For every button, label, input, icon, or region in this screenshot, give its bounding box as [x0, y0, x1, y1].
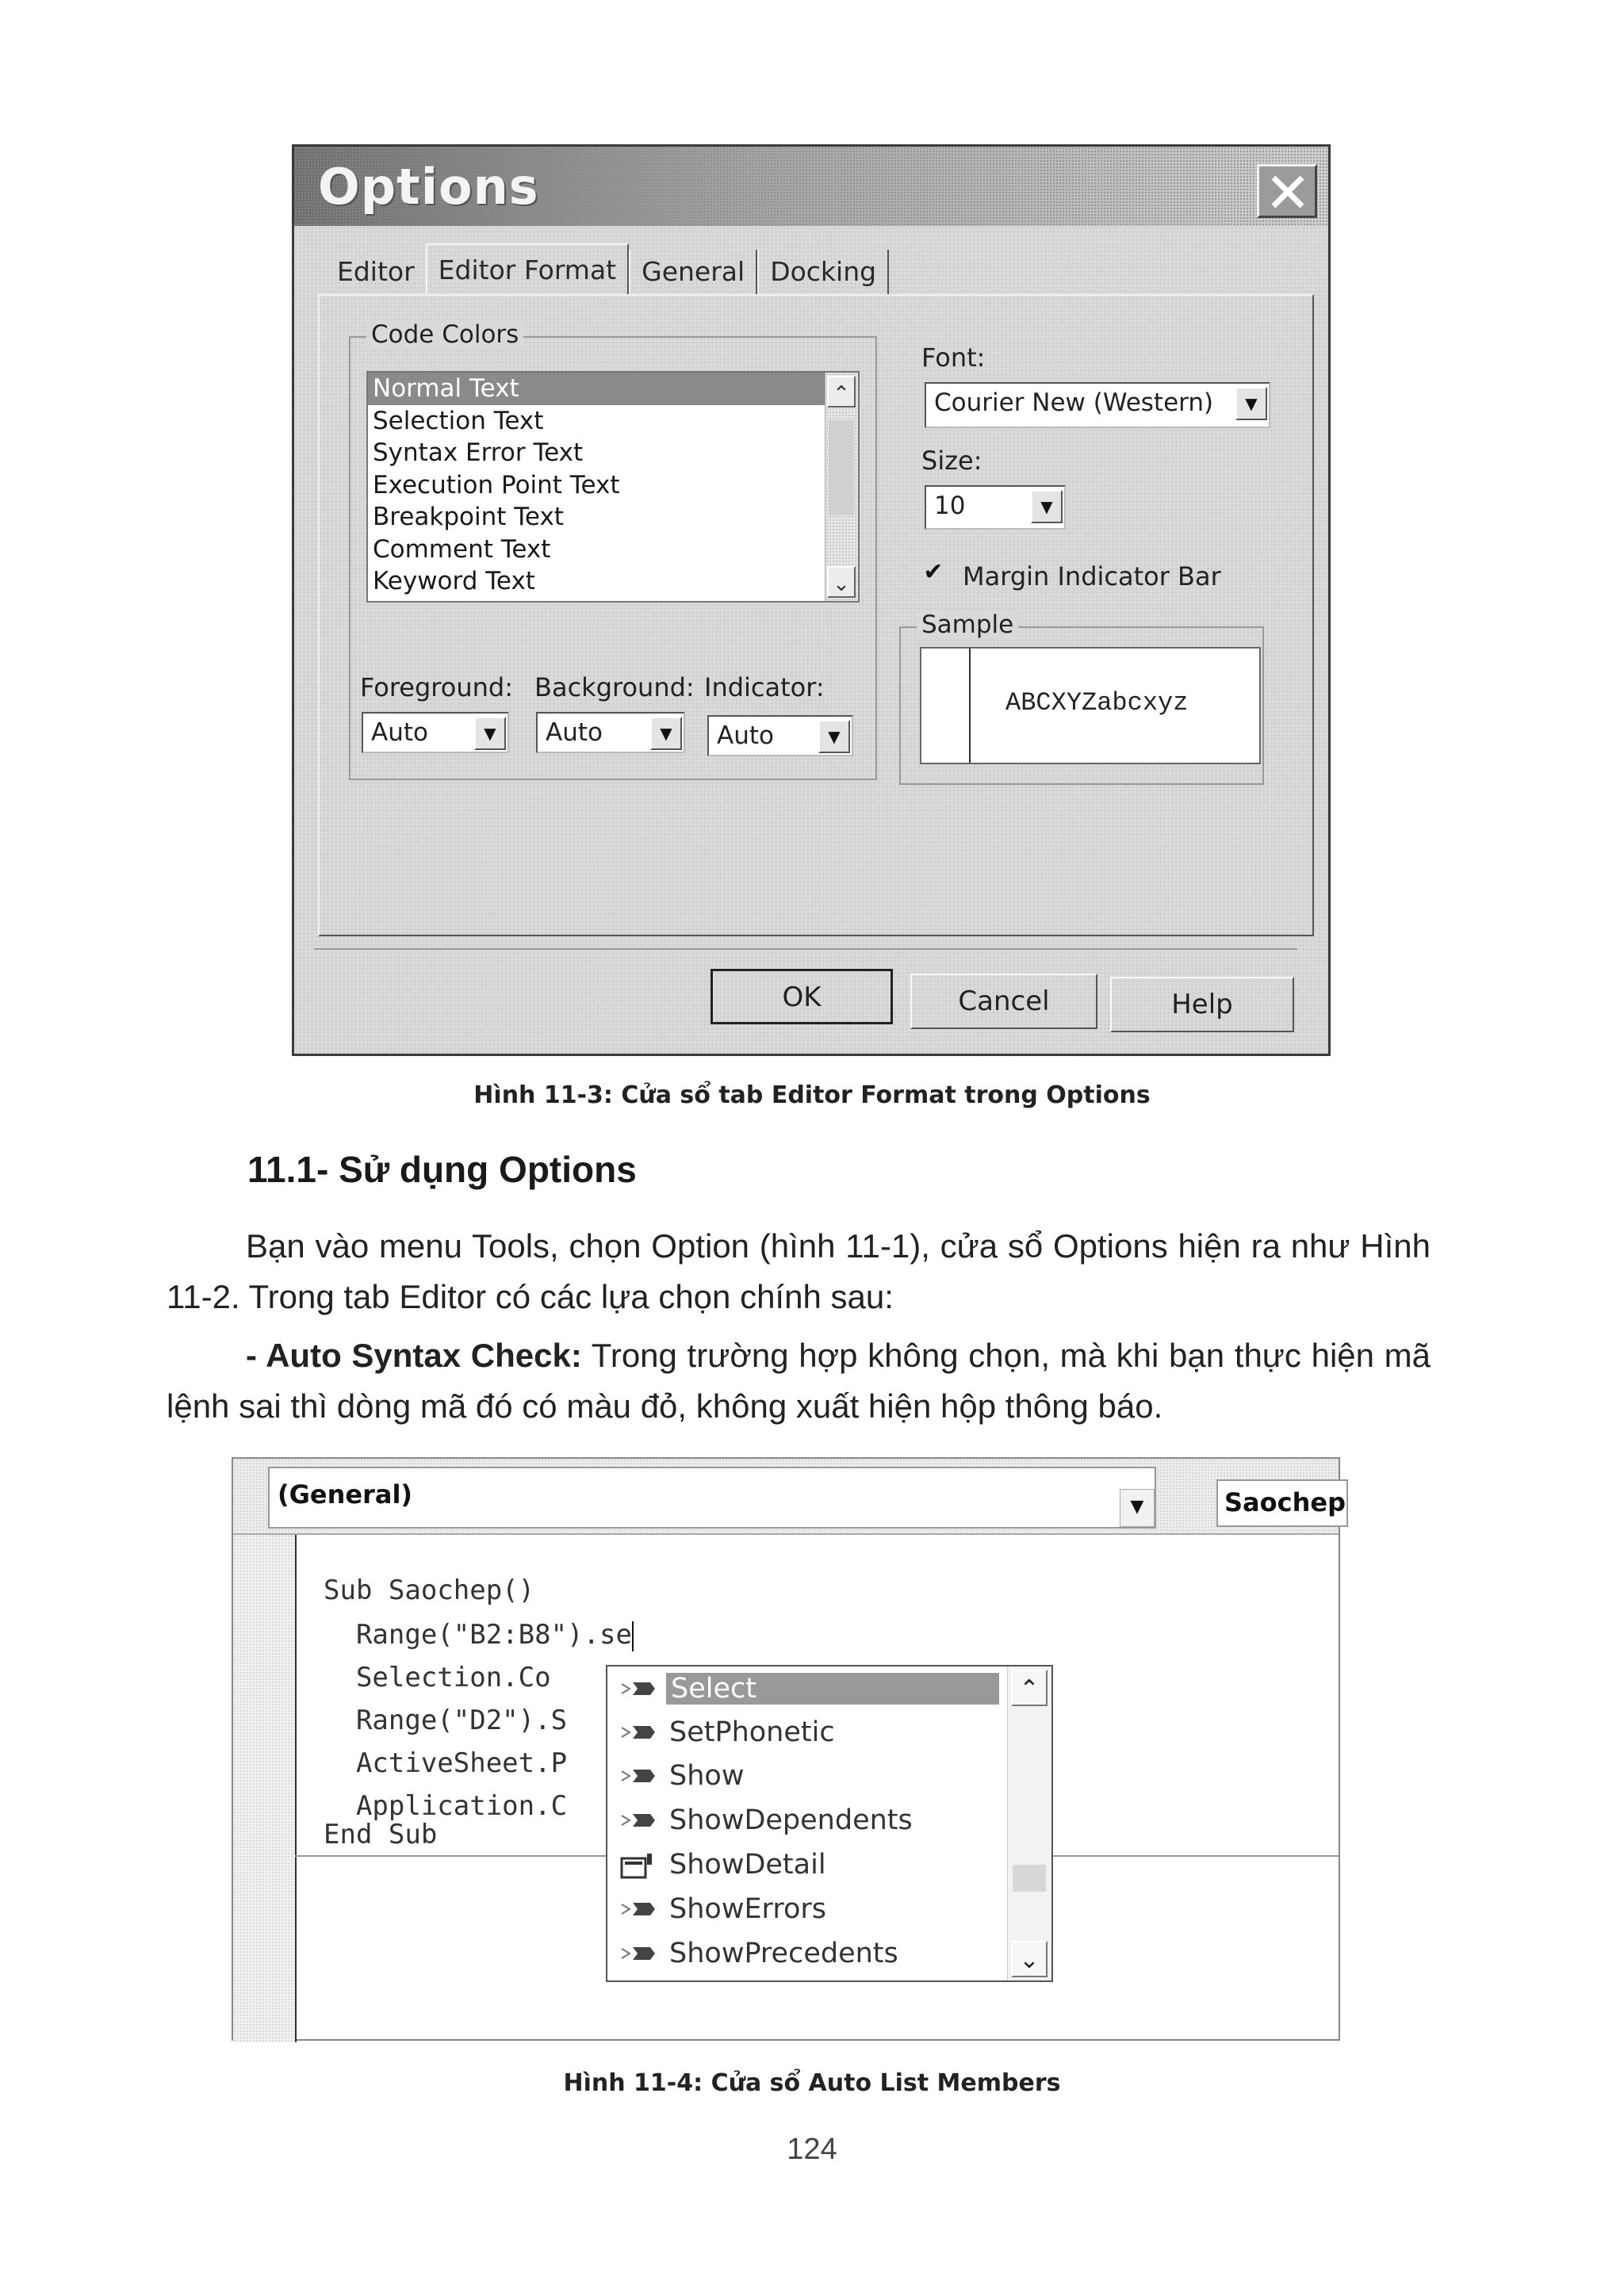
list-item[interactable]: Execution Point Text [373, 470, 620, 499]
list-item[interactable] [607, 1710, 1004, 1753]
list-item[interactable]: Comment Text [373, 534, 551, 564]
scroll-down-icon[interactable]: ⌄ [1011, 1941, 1048, 1977]
list-item[interactable] [607, 1887, 1004, 1930]
text-caret [632, 1621, 634, 1651]
method-icon [619, 1720, 657, 1745]
sample-label: Sample [917, 610, 1018, 639]
list-item[interactable] [607, 1843, 1004, 1885]
scroll-up-icon[interactable]: ⌃ [1011, 1670, 1048, 1706]
method-icon [619, 1763, 657, 1789]
margin-indicator-bar [969, 649, 971, 763]
scroll-up-icon[interactable]: ⌃ [827, 376, 856, 408]
title-bar[interactable] [294, 147, 1328, 226]
code-colors-label: Code Colors [366, 320, 523, 349]
ok-button[interactable]: OK [710, 969, 893, 1024]
code-line[interactable]: Range("D2").S [324, 1705, 568, 1736]
close-icon [1267, 173, 1308, 211]
member-name: ShowErrors [669, 1893, 826, 1925]
chevron-down-icon[interactable]: ▼ [1031, 490, 1063, 523]
method-icon [619, 1941, 657, 1966]
list-item[interactable] [607, 1798, 1004, 1841]
chevron-down-icon[interactable]: ▼ [474, 717, 506, 750]
scroll-thumb[interactable] [1013, 1865, 1046, 1892]
size-label: Size: [921, 446, 982, 476]
paragraph-text: Bạn vào menu Tools, chọn Option (hình 11-1), cửa sổ Options hiện ra như Hình 11-2. Trong tab Editor có các lựa chọn chính sau: [167, 1227, 1431, 1315]
page-number: 124 [787, 2133, 837, 2166]
member-name: ShowDependents [669, 1804, 913, 1836]
indicator-dropdown[interactable] [707, 715, 853, 756]
size-dropdown[interactable] [925, 485, 1066, 530]
chevron-down-icon[interactable]: ▼ [818, 720, 850, 753]
sample-preview [920, 647, 1261, 764]
code-line[interactable]: Selection.Co [324, 1662, 551, 1693]
procedure-value: Saochep [1224, 1487, 1346, 1517]
object-value: (General) [278, 1479, 413, 1510]
foreground-value: Auto [371, 718, 428, 747]
cancel-button[interactable]: Cancel [910, 974, 1097, 1029]
method-icon [619, 1676, 657, 1701]
tab-editor[interactable]: Editor [337, 256, 415, 287]
code-colors-listbox[interactable] [366, 371, 860, 603]
code-line[interactable]: Sub Saochep() [324, 1575, 535, 1606]
list-item[interactable]: Normal Text [368, 373, 825, 405]
dialog-title: Options [318, 158, 539, 216]
member-name: ShowPrecedents [669, 1938, 898, 1969]
list-item[interactable] [607, 1667, 1004, 1709]
object-dropdown[interactable] [268, 1467, 1156, 1529]
code-window-toolbar [233, 1459, 1346, 1535]
margin-indicator-label: Margin Indicator Bar [963, 561, 1221, 591]
margin-indicator-bar [233, 1535, 297, 2042]
option-name: - Auto Syntax Check: [246, 1337, 582, 1374]
list-item[interactable]: Syntax Error Text [373, 438, 584, 467]
property-icon [619, 1852, 657, 1881]
background-value: Auto [546, 718, 603, 747]
members-scrollbar[interactable] [1007, 1667, 1051, 1980]
paragraph [167, 1330, 1431, 1432]
foreground-dropdown[interactable] [362, 712, 509, 753]
chevron-down-icon[interactable]: ▼ [650, 717, 682, 750]
procedure-dropdown[interactable] [1216, 1479, 1348, 1527]
font-value: Courier New (Western) [934, 388, 1214, 417]
chevron-down-icon[interactable]: ▼ [1120, 1489, 1155, 1527]
foreground-label: Foreground: [360, 672, 513, 702]
size-value: 10 [934, 492, 966, 520]
chevron-down-icon[interactable]: ▼ [1235, 387, 1267, 420]
background-label: Background: [534, 672, 695, 702]
code-text: Range("B2:B8").se [324, 1619, 632, 1651]
list-item[interactable] [607, 1754, 1004, 1797]
tab-general[interactable]: General [629, 250, 757, 294]
method-icon [619, 1896, 657, 1922]
indicator-value: Auto [717, 721, 774, 750]
list-item[interactable]: Selection Text [373, 406, 544, 435]
paragraph-text: Trong trường hợp không chọn, mà khi bạn thực hiện mã lệnh sai thì dòng mã đó có màu đỏ, không xuất hiện hộp thông báo. [167, 1337, 1431, 1425]
list-item[interactable] [607, 1931, 1004, 1974]
tab-docking[interactable]: Docking [757, 250, 889, 294]
divider [314, 948, 1297, 950]
help-button[interactable]: Help [1110, 977, 1294, 1032]
code-line[interactable]: Application.C [324, 1790, 568, 1822]
font-dropdown[interactable] [925, 382, 1270, 428]
code-line[interactable]: End Sub [324, 1819, 438, 1850]
code-line[interactable]: ActiveSheet.P [324, 1747, 568, 1779]
paragraph [167, 1221, 1431, 1322]
close-button[interactable] [1257, 164, 1317, 218]
list-scrollbar[interactable] [825, 373, 858, 601]
member-name: Select [666, 1673, 999, 1705]
member-name: SetPhonetic [669, 1716, 835, 1748]
method-icon [619, 1808, 657, 1833]
auto-list-members[interactable] [606, 1665, 1053, 1982]
margin-indicator-checkbox[interactable]: ✔ [923, 559, 944, 585]
scroll-thumb[interactable] [829, 420, 854, 515]
figure-caption: Hình 11-4: Cửa sổ Auto List Members [563, 2069, 1061, 2097]
member-name: Show [669, 1760, 745, 1792]
background-dropdown[interactable] [536, 712, 685, 753]
code-line[interactable] [324, 1619, 634, 1651]
figure-caption: Hình 11-3: Cửa sổ tab Editor Format trong Options [473, 1081, 1151, 1109]
list-item[interactable]: Keyword Text [373, 567, 535, 595]
tab-editor-format[interactable]: Editor Format [426, 243, 629, 294]
member-name: ShowDetail [669, 1849, 826, 1881]
scroll-down-icon[interactable]: ⌄ [827, 566, 856, 598]
indicator-label: Indicator: [704, 672, 825, 702]
list-item[interactable]: Breakpoint Text [373, 503, 564, 531]
section-heading: 11.1- Sử dụng Options [247, 1149, 637, 1190]
sample-text: ABCXYZabcxyz [1005, 688, 1189, 718]
tab-strip [326, 250, 889, 294]
font-label: Font: [921, 342, 986, 373]
